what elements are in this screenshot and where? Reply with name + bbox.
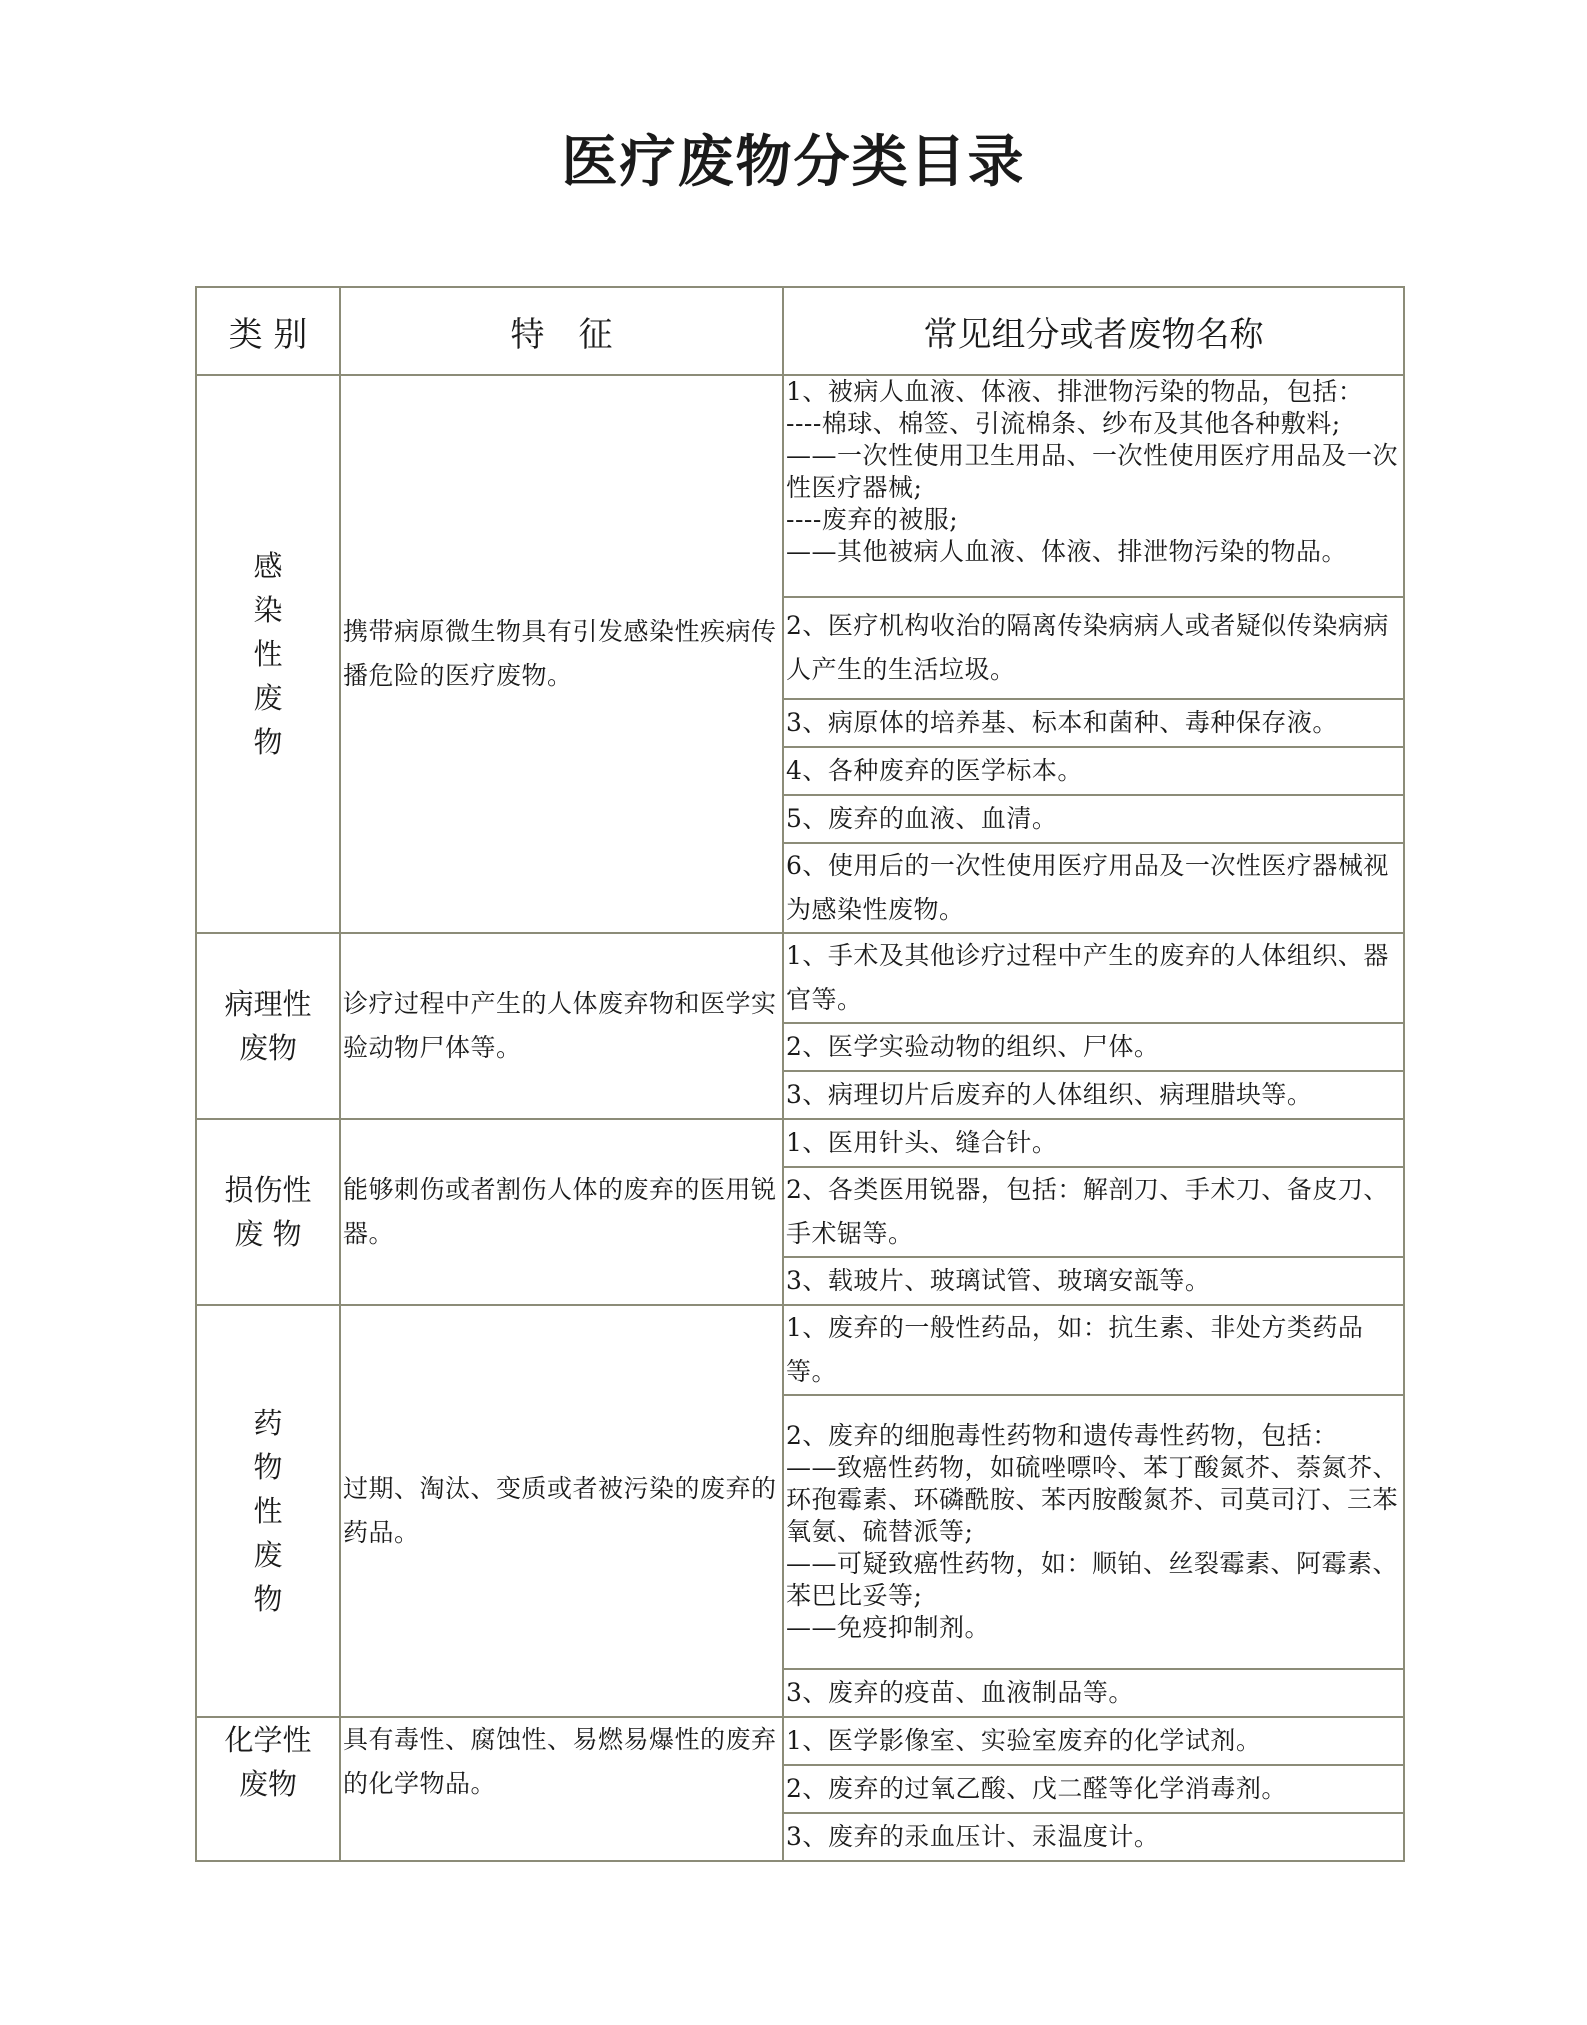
item-line: 2、废弃的细胞毒性药物和遗传毒性药物，包括：	[786, 1421, 1338, 1450]
document-title: 医疗废物分类目录	[561, 130, 1026, 195]
category-sharps	[196, 1119, 340, 1305]
feature-sharps: 能够刺伤或者割伤人体的废弃的医用锐器。	[340, 1119, 783, 1305]
category-label: 感 染 性 废 物	[253, 549, 283, 759]
item-line: ----废弃的被服;	[786, 505, 959, 534]
table-row	[196, 375, 1404, 597]
item-line: ——可疑致癌性药物，如：顺铂、丝裂霉素、阿霉素、苯巴比妥等;	[786, 1549, 1399, 1610]
item-cell: 2、医疗机构收治的隔离传染病病人或者疑似传染病病人产生的生活垃圾。	[783, 597, 1404, 699]
item-cell: 2、废弃的过氧乙酸、戊二醛等化学消毒剂。	[783, 1765, 1404, 1813]
item-cell: 4、各种废弃的医学标本。	[783, 747, 1404, 795]
item-cell: 1、废弃的一般性药品，如：抗生素、非处方类药品等。	[783, 1305, 1404, 1395]
item-cell: 3、病理切片后废弃的人体组织、病理腊块等。	[783, 1071, 1404, 1119]
category-infectious	[196, 375, 340, 933]
feature-infectious: 携带病原微生物具有引发感染性疾病传播危险的医疗废物。	[340, 375, 783, 933]
feature-chemical: 具有毒性、腐蚀性、易燃易爆性的废弃的化学物品。	[340, 1717, 783, 1861]
item-cell: 1、医学影像室、实验室废弃的化学试剂。	[783, 1717, 1404, 1765]
item-line: ----棉球、棉签、引流棉条、纱布及其他各种敷料;	[786, 409, 1341, 438]
category-label: 化学性 废物	[224, 1723, 312, 1801]
table-row	[196, 1305, 1404, 1395]
item-cell: 3、废弃的疫苗、血液制品等。	[783, 1669, 1404, 1717]
item-line: ——免疫抑制剂。	[786, 1613, 991, 1642]
header-row	[196, 287, 1404, 375]
table-row	[196, 1717, 1404, 1765]
item-cell: 3、废弃的汞血压计、汞温度计。	[783, 1813, 1404, 1861]
feature-pathological: 诊疗过程中产生的人体废弃物和医学实验动物尸体等。	[340, 933, 783, 1119]
table-row	[196, 1119, 1404, 1167]
waste-catalog-table	[195, 286, 1405, 1862]
item-line: ——致癌性药物，如硫唑嘌呤、苯丁酸氮芥、萘氮芥、环孢霉素、环磷酰胺、苯丙胺酸氮芥、司莫司汀、三苯氧氨、硫替派等;	[786, 1453, 1399, 1546]
item-cell: 3、载玻片、玻璃试管、玻璃安瓿等。	[783, 1257, 1404, 1305]
item-cell	[783, 375, 1404, 597]
item-cell: 2、各类医用锐器，包括：解剖刀、手术刀、备皮刀、手术锯等。	[783, 1167, 1404, 1257]
category-label: 药 物 性 废 物	[253, 1406, 283, 1616]
header-feature: 特 征	[340, 287, 783, 375]
item-cell: 1、手术及其他诊疗过程中产生的废弃的人体组织、器官等。	[783, 933, 1404, 1023]
item-cell: 1、医用针头、缝合针。	[783, 1119, 1404, 1167]
category-label: 病理性 废物	[224, 987, 312, 1065]
table-row	[196, 933, 1404, 1023]
category-pathological	[196, 933, 340, 1119]
item-line: 1、被病人血液、体液、排泄物污染的物品，包括：	[786, 377, 1364, 406]
item-cell: 5、废弃的血液、血清。	[783, 795, 1404, 843]
header-category: 类 别	[196, 287, 340, 375]
header-components: 常见组分或者废物名称	[783, 287, 1404, 375]
item-cell: 6、使用后的一次性使用医疗用品及一次性医疗器械视为感染性废物。	[783, 843, 1404, 933]
item-cell	[783, 1395, 1404, 1669]
item-line: ——一次性使用卫生用品、一次性使用医疗用品及一次性医疗器械;	[786, 441, 1399, 502]
category-pharmaceutical	[196, 1305, 340, 1717]
item-cell: 2、医学实验动物的组织、尸体。	[783, 1023, 1404, 1071]
item-cell: 3、病原体的培养基、标本和菌种、毒种保存液。	[783, 699, 1404, 747]
category-label: 损伤性 废 物	[224, 1173, 312, 1251]
feature-pharmaceutical: 过期、淘汰、变质或者被污染的废弃的药品。	[340, 1305, 783, 1717]
item-line: ——其他被病人血液、体液、排泄物污染的物品。	[786, 537, 1348, 566]
category-chemical	[196, 1717, 340, 1861]
